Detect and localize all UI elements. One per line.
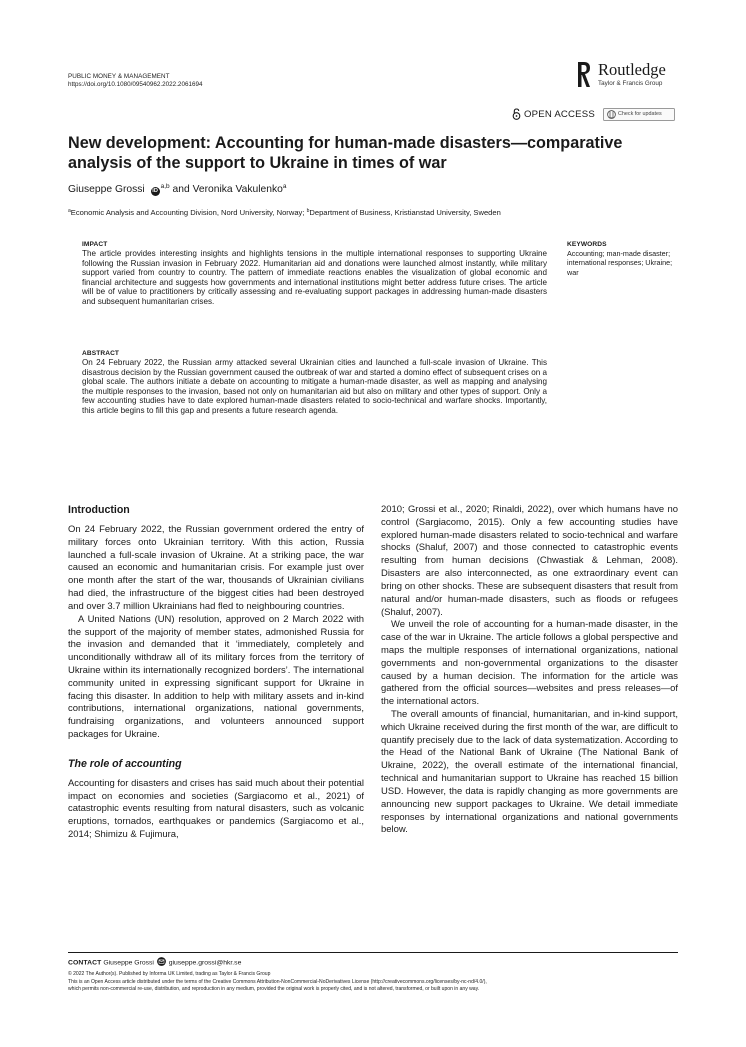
contact-email[interactable]: giuseppe.grossi@hkr.se (168, 959, 242, 967)
body-paragraph: The overall amounts of financial, humanitarian, and in-kind support, which Ukraine received during the first month of the war, are difficult to quantify precisely due to the lack of data systematization. According to the Head of the National Bank of Ukraine (The National Bank of Ukraine, 2022), the overall estimate of the international financial, technical and humanitarian support to Ukraine has reached 15 billion USD. However, the data is rapidly changing as more governments are announcing new support packages to Ukraine. We detail immediate responses by international organizations and national governments below. (381, 709, 678, 836)
keywords-label: KEYWORDS (567, 241, 607, 248)
license-line: which permits non-commercial re-use, distribution, and reproduction in any medium, provided the original work is properly cited, and is not altered, transformed, or built upon in any way. (68, 986, 480, 992)
publisher-logo[interactable] (576, 60, 680, 90)
contact-name: Giuseppe Grossi (103, 959, 154, 967)
open-lock-icon (512, 108, 521, 120)
footer-divider (68, 952, 678, 953)
journal-header (68, 73, 202, 90)
author-name[interactable]: Giuseppe Grossi (68, 184, 145, 195)
check-updates-button[interactable] (603, 108, 675, 121)
author-line (68, 180, 286, 196)
body-paragraph: 2010; Grossi et al., 2020; Rinaldi, 2022), over which humans have no control (Sargiacomo, 2015). Only a few accounting studies have explored human-made disasters related to socio-technical and warfare shocks (Shaluf, 2007) and those connected to catastrophic events resulting from human decisions (Chwastiak & Lehman, 2008). Disasters are also interconnected, as one extraordinary event can bring on other shocks. These are subsequent disasters that result from natural and/or human-made disasters, such as floods or refugees (Shaluf, 2007). (381, 504, 678, 618)
introduction-heading: Introduction (68, 504, 130, 516)
publisher-name: Routledge (598, 60, 666, 79)
body-paragraph: A United Nations (UN) resolution, approved on 2 March 2022 with the support of the majority of member states, admonished Russia for the invasion and demanded that it ‘immediately, completely and unconditionally withdraw all of its military forces from the territory of Ukraine within its internationally recognized borders’. The international community united in expressing significant support for Ukraine in facing this disaster. In addition to help with military assets and in-kind contributions, international organizations, national governments, fundraising organizations, and volunteers announced support packages for Ukraine. (68, 613, 364, 740)
impact-text: The article provides interesting insights and highlights tensions in the multiple international responses to supporting Ukraine following the Russian invasion in February 2022. Humanitarian aid and donations were launched almost instantly, while military support varied from country to country. The pattern of immediate reactions enables the visualization of global economic and financial architecture and suggests how governments and international institutions might better address future crises. The article will be of value to practitioners by critically assessing and re-evaluating support packages in addressing human-made disasters and subsequent humanitarian crises. (82, 249, 547, 306)
routledge-r-icon (576, 60, 592, 89)
doi-link[interactable]: https://doi.org/10.1080/09540962.2022.2061694 (68, 81, 203, 89)
publisher-subtitle: Taylor & Francis Group (598, 80, 663, 87)
impact-label: IMPACT (82, 241, 108, 248)
journal-name: PUBLIC MONEY & MANAGEMENT (68, 73, 170, 80)
abstract-text: On 24 February 2022, the Russian army attacked several Ukrainian cities and launched a full-scale invasion of Ukraine. This disastrous decision by the Russian government caused the outbreak of war and started a domino effect of subsequent crises on a global scale. The authors initiate a debate on accounting to mitigate a human-made disaster, as well as mapping and analysing the multiple responses to the invasion, based not only on humanitarian aid but also on military and other types of support. Only a few accounting studies have to date explored human-made disasters related to socio-technical and warfare shocks. Importantly, this article begins to fill this gap and presents a future research agenda. (82, 358, 547, 415)
body-paragraph: We unveil the role of accounting for a human-made disaster, in the case of the war in Ukraine. The article follows a global perspective and maps the multiple responses of international organizations, national governments and non-governmental organizations to the disaster caused by a human decision. The information for the article was gathered from the official sources—websites and press releases—of the international actors. (381, 619, 678, 708)
article-title: New development: Accounting for human-made disasters—comparative analysis of the support to Ukraine in times of war (68, 134, 623, 172)
author-affil-sup: a,b (160, 183, 170, 190)
orcid-icon[interactable]: iD (152, 188, 158, 194)
abstract-label: ABSTRACT (82, 350, 120, 357)
author-name[interactable]: Veronika Vakulenko (192, 184, 283, 195)
abstract-section (82, 350, 547, 415)
author-affil-sup: a (282, 183, 287, 190)
envelope-icon (157, 957, 166, 966)
crossmark-icon (607, 110, 616, 119)
keywords-text: Accounting; man-made disaster; international responses; Ukraine; war (567, 249, 673, 277)
affil-sup: b (306, 208, 310, 214)
body-column-left (68, 504, 364, 842)
affiliation-b: Department of Business, Kristianstad University, Sweden (309, 208, 501, 217)
keywords-section (567, 241, 685, 277)
author-conjunction: and (172, 184, 190, 195)
affil-sup: a (68, 208, 71, 214)
copyright-line: © 2022 The Author(s). Published by Informa UK Limited, trading as Taylor & Francis Group (68, 971, 271, 977)
contact-label: CONTACT (68, 959, 102, 967)
affiliation-a: Economic Analysis and Accounting Division, Nord University, Norway; (70, 208, 305, 217)
open-access-bar (512, 107, 675, 121)
license-notice (68, 971, 680, 994)
body-column-right (381, 504, 678, 837)
open-access-label: OPEN ACCESS (524, 108, 595, 120)
body-paragraph: Accounting for disasters and crises has said much about their potential impact on economies and societies (Sargiacomo et al., 2021) of catastrophic events resulting from natural disasters, such as volcanic eruptions, tornados, earthquakes or pandemics (Sargiacomo et al., 2014; Shimizu & Fujimura, (68, 777, 364, 841)
role-of-accounting-heading: The role of accounting (68, 757, 182, 770)
affiliations (68, 206, 501, 218)
impact-section (82, 241, 547, 306)
license-line: This is an Open Access article distributed under the terms of the Creative Commons Attribution-NonCommercial-NoDerivatives License (http://creativecommons.org/licenses/by-nc-nd/4.0/), (68, 978, 487, 985)
contact-line (68, 957, 241, 968)
body-paragraph: On 24 February 2022, the Russian government ordered the entry of military forces onto Ukrainian territory. With this action, Russia launched a full-scale invasion of Ukraine. At a striking pace, the war caused an economic and humanitarian crisis. For example just over one month after the start of the war, thousands of Ukrainian civilians had died, the infrastructure of the biggest cities had been destroyed and over 3.7 million Ukrainians had fled to neighbouring countries. (68, 524, 364, 612)
check-updates-label: Check for updates (617, 111, 662, 117)
